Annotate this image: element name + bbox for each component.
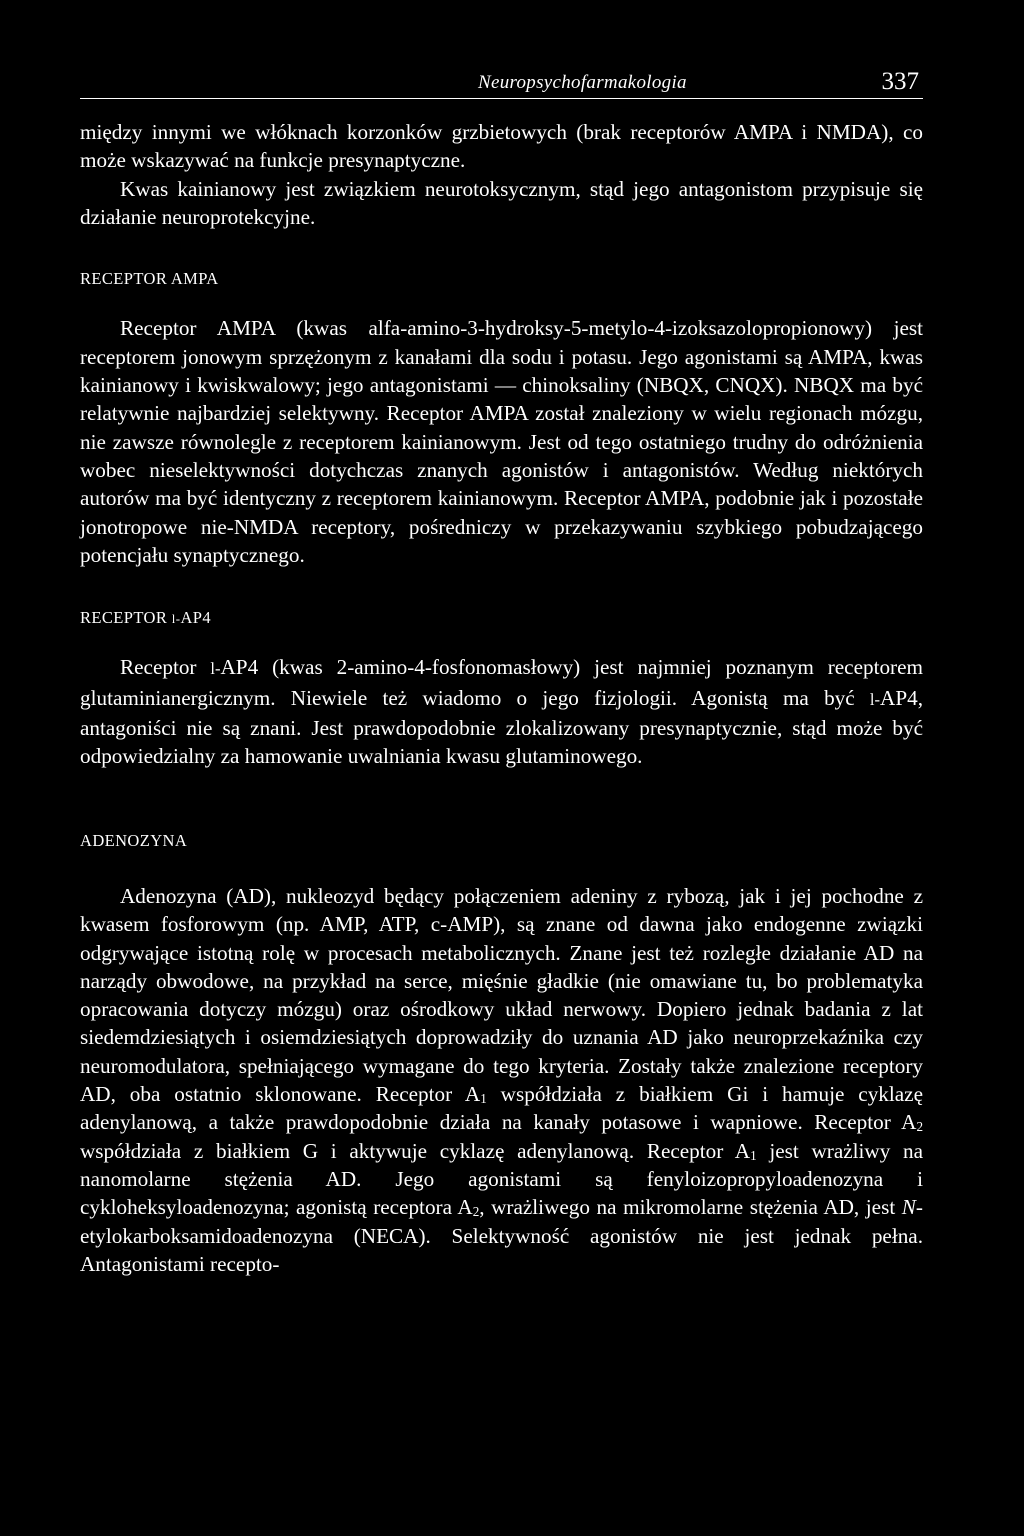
small-caps-prefix: l- xyxy=(210,659,221,679)
text-run: Adenozyna (AD), nukleozyd będący połączeniem adeniny z rybozą, jak i jej pochodne z kwasem fosforowym (np. AMP, ATP, c-AMP), są znane od dawna jako endogenne związki odgrywające istotną rolę w procesach metabolicznych. Znane jest też rozległe działanie AD na narządy obwodowe, na przykład na serce, mięśnie gładkie (nie omawiane tu, bo problematyka opracowania dotyczy mózgu) oraz ośrodkowy układ nerwowy. Dopiero jednak badania z lat siedemdziesiątych i osiemdziesiątych doprowadziły do uznania AD jako neuroprzekaźnika czy neuromodulatora, spełniającego wymagane do tego kryteria. Zostały także znalezione receptory AD, oba ostatnio sklonowane. Receptor A xyxy=(80,883,923,1107)
text-run: -etylokarboksamidoadenozyna (NECA). Selektywność agonistów nie jest jednak pełna. Antagonistami recepto- xyxy=(80,1195,923,1276)
small-caps-prefix: l- xyxy=(171,612,181,627)
text-run: AP4, antagoniści nie są znani. Jest prawdopodobnie zlokalizowany presynaptycznie, stąd może być odpowiedzialny za hamowanie uwalniania kwasu glutaminowego. xyxy=(80,685,923,769)
section-heading-lap4 xyxy=(80,604,923,633)
text-run: współdziała z białkiem G i aktywuje cyklazę adenylanową. Receptor A xyxy=(80,1138,751,1163)
journal-title: Neuropsychofarmakologia xyxy=(478,72,687,93)
text-run: AP4 (kwas 2-amino-4-fosfonomasłowy) jest najmniej poznanym receptorem glutaminianergicznym. Niewiele też wiadomo o jego fizjologii. Agonistą ma być xyxy=(80,655,923,710)
adenozyna-paragraph xyxy=(80,882,923,1278)
text-run: Receptor xyxy=(120,655,211,680)
intro-paragraph: Kwas kainianowy jest związkiem neurotoksycznym, stąd jego antagonistom przypisuje się działanie neuroprotekcyjne. xyxy=(80,176,923,229)
page-number: 337 xyxy=(881,68,919,95)
section-heading-ampa: RECEPTOR AMPA xyxy=(80,269,219,289)
running-header xyxy=(80,62,923,99)
subscript: 2 xyxy=(916,1119,923,1135)
subscript: 1 xyxy=(480,1091,487,1107)
small-caps-prefix: l- xyxy=(869,689,881,709)
text-run: , wrażliwego na mikromolarne stężenia AD, jest xyxy=(479,1195,902,1220)
subscript: 1 xyxy=(750,1147,757,1163)
heading-text: AP4 xyxy=(180,608,211,628)
section-heading-adenozyna: ADENOZYNA xyxy=(80,830,188,850)
ampa-paragraph: Receptor AMPA (kwas alfa-amino-3-hydroksy-5-metylo-4-izoksazolopropionowy) jest receptorem jonowym sprzężonym z kanałami dla sodu i potasu. Jego agonistami są AMPA, kwas kainianowy i kwiskwalowy; jego antagonistami — chinoksaliny (NBQX, CNQX). NBQX ma być relatywnie najbardziej selektywny. Receptor AMPA został znaleziony w wielu regionach mózgu, nie zawsze równolegle z receptorem kainianowym. Jest od tego ostatniego trudny do odróżnienia wobec nieselektywności dotychczas znanych agonistów i antagonistów. Według niektórych autorów ma być identyczny z receptorem kainianowym. Receptor AMPA, podobnie jak i pozostałe jonotropowe nie-NMDA receptory, pośredniczy w przekazywaniu szybkiego pobudzającego potencjału synaptycznego. xyxy=(80,316,923,567)
body-text xyxy=(80,118,923,1278)
italic-letter: N xyxy=(901,1195,916,1220)
lap4-paragraph xyxy=(80,653,923,770)
text-run: współdziała z białkiem Gi i hamuje cyklazę adenylanową, a także prawdopodobnie działa na kanały potasowe i wapniowe. Receptor A xyxy=(80,1082,923,1135)
subscript: 2 xyxy=(472,1204,480,1220)
heading-text: RECEPTOR xyxy=(80,608,172,628)
intro-paragraph: między innymi we włóknach korzonków grzbietowych (brak receptorów AMPA i NMDA), co może wskazywać na funkcje presynaptyczne. xyxy=(80,120,923,173)
text-run: jest wrażliwy na nanomolarne stężenia AD. Jego agonistami są fenyloizopropyloadenozyna i cykloheksyloadenozyna; agonistą receptora A xyxy=(80,1138,923,1220)
